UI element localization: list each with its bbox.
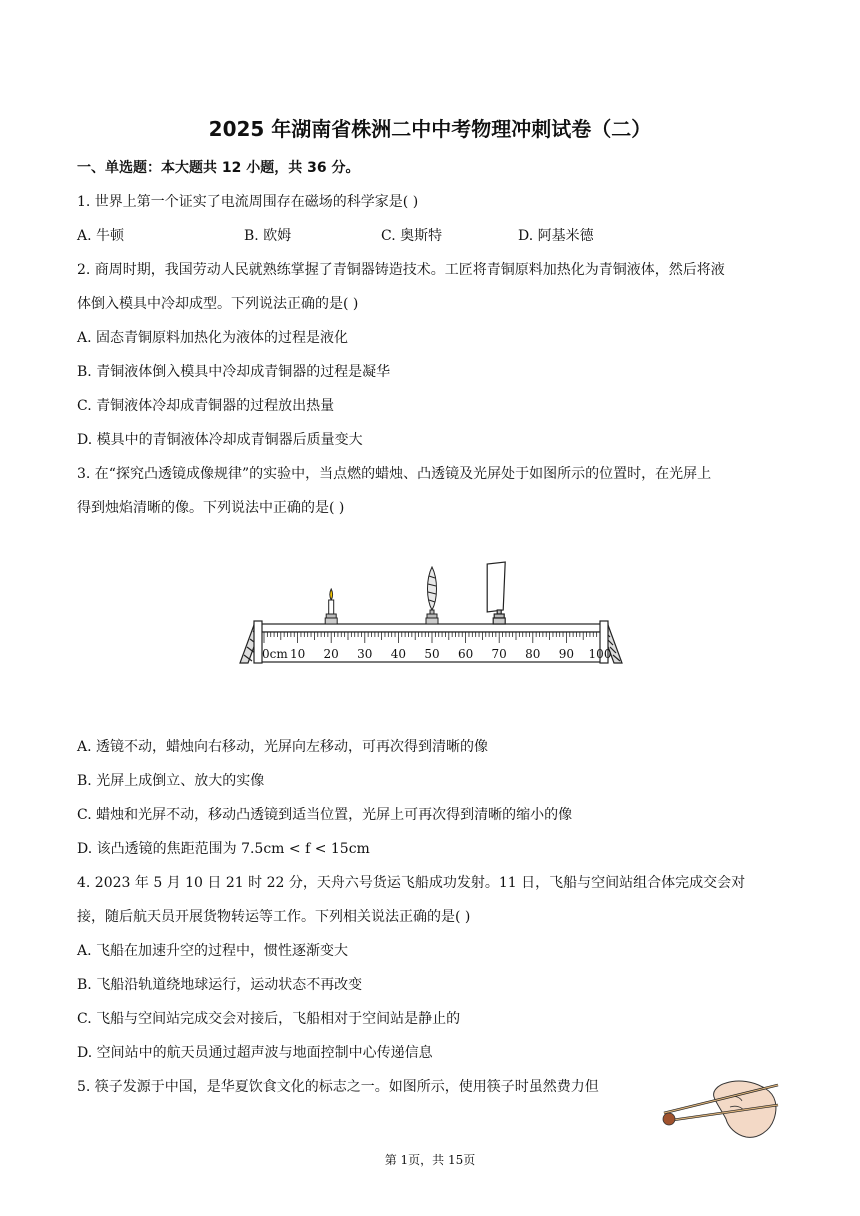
q3-option-d: D. 该凸透镜的焦距范围为 7.5cm < f < 15cm (77, 841, 370, 857)
ruler-label: 10 (289, 647, 306, 661)
optical-bench-figure (236, 555, 626, 670)
light-screen (487, 562, 505, 624)
q3-option-a: A. 透镜不动，蜡烛向右移动，光屏向左移动，可再次得到清晰的像 (77, 739, 489, 755)
ruler-label: 0cm (262, 647, 288, 661)
section-header: 一、单选题：本大题共 12 小题，共 36 分。 (77, 160, 360, 176)
ruler-label: 30 (357, 647, 373, 661)
q3-option-b: B. 光屏上成倒立、放大的实像 (77, 773, 265, 789)
q4-option-c: C. 飞船与空间站完成交会对接后，飞船相对于空间站是静止的 (77, 1011, 461, 1027)
q3-option-c: C. 蜡烛和光屏不动，移动凸透镜到适当位置，光屏上可再次得到清晰的缩小的像 (77, 807, 573, 823)
q2-option-b: B. 青铜液体倒入模具中冷却成青铜器的过程是凝华 (77, 364, 391, 380)
q4-option-d: D. 空间站中的航天员通过超声波与地面控制中心传递信息 (77, 1045, 433, 1061)
q4-option-a: A. 飞船在加速升空的过程中，惯性逐渐变大 (77, 943, 349, 959)
q4-option-b: B. 飞船沿轨道绕地球运行，运动状态不再改变 (77, 977, 363, 993)
ruler-label: 70 (491, 647, 507, 661)
question-2-stem-line2: 体倒入模具中冷却成型。下列说法正确的是( ) (77, 296, 359, 312)
chopsticks-hand-figure (656, 1077, 780, 1142)
question-3-stem-line1: 3. 在“探究凸透镜成像规律”的实验中，当点燃的蜡烛、凸透镜及光屏处于如图所示的位置时，在光屏上 (77, 466, 712, 482)
ruler-label: 40 (390, 647, 407, 661)
question-5-stem-line1: 5. 筷子发源于中国，是华夏饮食文化的标志之一。如图所示，使用筷子时虽然费力但 (77, 1079, 599, 1095)
ruler-label: 100 (588, 647, 612, 661)
ruler-label: 20 (323, 647, 339, 661)
question-1-stem: 1. 世界上第一个证实了电流周围存在磁场的科学家是( ) (77, 194, 419, 210)
q1-option-b: B. 欧姆 (244, 228, 292, 244)
candle (325, 589, 337, 624)
q1-option-c: C. 奥斯特 (381, 228, 443, 244)
question-4-stem-line2: 接，随后航天员开展货物转运等工作。下列相关说法正确的是( ) (77, 909, 471, 925)
ruler-label: 60 (457, 647, 474, 661)
bench-rail (254, 624, 608, 632)
ruler-label: 80 (525, 647, 541, 661)
question-2-stem-line1: 2. 商周时期，我国劳动人民就熟练掌握了青铜器铸造技术。工匠将青铜原料加热化为青铜液体，然后将液 (77, 262, 725, 278)
ruler-label: 50 (424, 647, 440, 661)
ruler-label: 90 (558, 647, 575, 661)
convex-lens (426, 567, 438, 624)
question-3-stem-line2: 得到烛焰清晰的像。下列说法中正确的是( ) (77, 500, 345, 516)
page-footer: 第 1页，共 15页 (384, 1153, 476, 1167)
q2-option-d: D. 模具中的青铜液体冷却成青铜器后质量变大 (77, 432, 363, 448)
exam-title: 2025 年湖南省株洲二中中考物理冲刺试卷（二） (208, 117, 652, 141)
q2-option-c: C. 青铜液体冷却成青铜器的过程放出热量 (77, 398, 335, 414)
q1-option-a: A. 牛顿 (77, 228, 125, 244)
q1-option-d: D. 阿基米德 (518, 228, 594, 244)
question-4-stem-line1: 4. 2023 年 5 月 10 日 21 时 22 分，天舟六号货运飞船成功发射。11 日，飞船与空间站组合体完成交会对 (77, 875, 746, 891)
q2-option-a: A. 固态青铜原料加热化为液体的过程是液化 (77, 330, 349, 346)
